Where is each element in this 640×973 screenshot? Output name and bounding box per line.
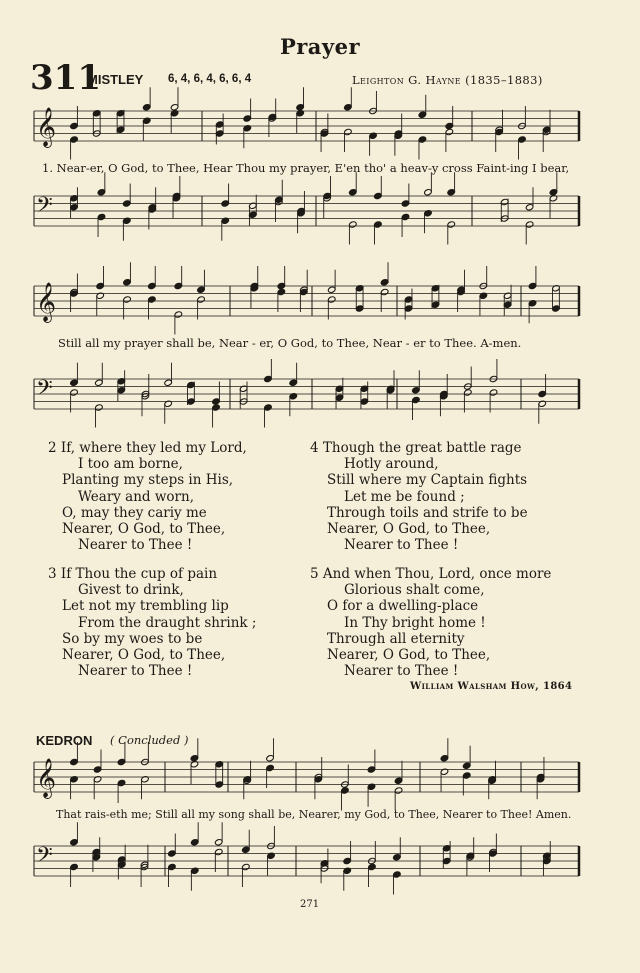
verse-line: Nearer, O God, to Thee, bbox=[327, 521, 491, 538]
verse-line: Nearer to Thee ! bbox=[344, 663, 459, 680]
verse-line: O for a dwelling-place bbox=[327, 598, 479, 615]
treble-clef-icon: 𝄞 bbox=[36, 107, 57, 147]
verse-line: 4 Though the great battle rage bbox=[310, 440, 522, 456]
verse-line: Nearer, O God, to Thee, bbox=[62, 647, 226, 664]
treble-clef-icon: 𝄞 bbox=[36, 758, 57, 798]
verse-line: So by my woes to be bbox=[62, 630, 203, 647]
verse-4 bbox=[310, 440, 528, 553]
verse-line: Let me be found ; bbox=[344, 488, 465, 505]
hymn-number: 311 bbox=[30, 58, 101, 98]
bass-clef-icon: 𝄢 bbox=[36, 376, 53, 406]
verse-line: I too am borne, bbox=[78, 456, 183, 473]
verse-line: 5 And when Thou, Lord, once more bbox=[310, 566, 552, 582]
verse-line: Glorious shalt come, bbox=[344, 582, 485, 599]
verse-line: 2 If, where they led my Lord, bbox=[48, 440, 247, 456]
page-number: 271 bbox=[300, 899, 320, 910]
author-credit: William Walsham How, 1864 bbox=[410, 681, 573, 692]
verse-line: Nearer to Thee ! bbox=[344, 537, 459, 554]
verse-line: In Thy bright home ! bbox=[344, 614, 486, 631]
verse-3 bbox=[48, 566, 256, 679]
verse-line: Through all eternity bbox=[327, 630, 465, 647]
verse-5 bbox=[310, 566, 551, 679]
verse-line: Weary and worn, bbox=[78, 488, 194, 505]
verse-line: Givest to drink, bbox=[78, 582, 184, 599]
composer: Leighton G. Hayne (1835–1883) bbox=[352, 73, 543, 87]
lyric-line-2: Still all my prayer shall be, Near - er, O God, to Thee, Near - er to Thee. A-men. bbox=[58, 336, 522, 350]
lyric-line-1: 1. Near-er, O God, to Thee, Hear Thou my prayer, E'en tho' a heav-y cross Faint-ing I bear, bbox=[42, 161, 570, 175]
verse-line: Let not my trembling lip bbox=[62, 598, 229, 615]
verse-line: 3 If Thou the cup of pain bbox=[48, 566, 218, 582]
kedron-lyric: That rais-eth me; Still all my song shall be, Nearer, my God, to Thee, Nearer to Thee! Amen. bbox=[56, 808, 572, 821]
meter: 6, 4, 6, 4, 6, 6, 4 bbox=[168, 73, 252, 85]
verse-line: From the draught shrink ; bbox=[78, 614, 257, 631]
section-title: Prayer bbox=[279, 34, 361, 59]
verse-line: Through toils and strife to be bbox=[327, 504, 528, 521]
bass-clef-icon: 𝄢 bbox=[36, 843, 53, 873]
verse-line: Hotly around, bbox=[344, 456, 439, 473]
tune-name: MISTLEY bbox=[87, 72, 144, 87]
verse-2 bbox=[48, 440, 247, 553]
verse-line: Nearer, O God, to Thee, bbox=[327, 647, 491, 664]
verse-line: Planting my steps in His, bbox=[62, 472, 234, 489]
verse-line: Nearer to Thee ! bbox=[78, 537, 193, 554]
verse-line: Still where my Captain fights bbox=[327, 472, 528, 489]
treble-clef-icon: 𝄞 bbox=[36, 282, 57, 322]
bass-clef-icon: 𝄢 bbox=[36, 193, 53, 223]
kedron-subtitle: ( Concluded ) bbox=[110, 733, 189, 747]
verse-line: Nearer to Thee ! bbox=[78, 663, 193, 680]
verse-line: O, may they cariy me bbox=[62, 504, 207, 521]
verse-line: Nearer, O God, to Thee, bbox=[62, 521, 226, 538]
kedron-title: KEDRON bbox=[36, 733, 93, 748]
